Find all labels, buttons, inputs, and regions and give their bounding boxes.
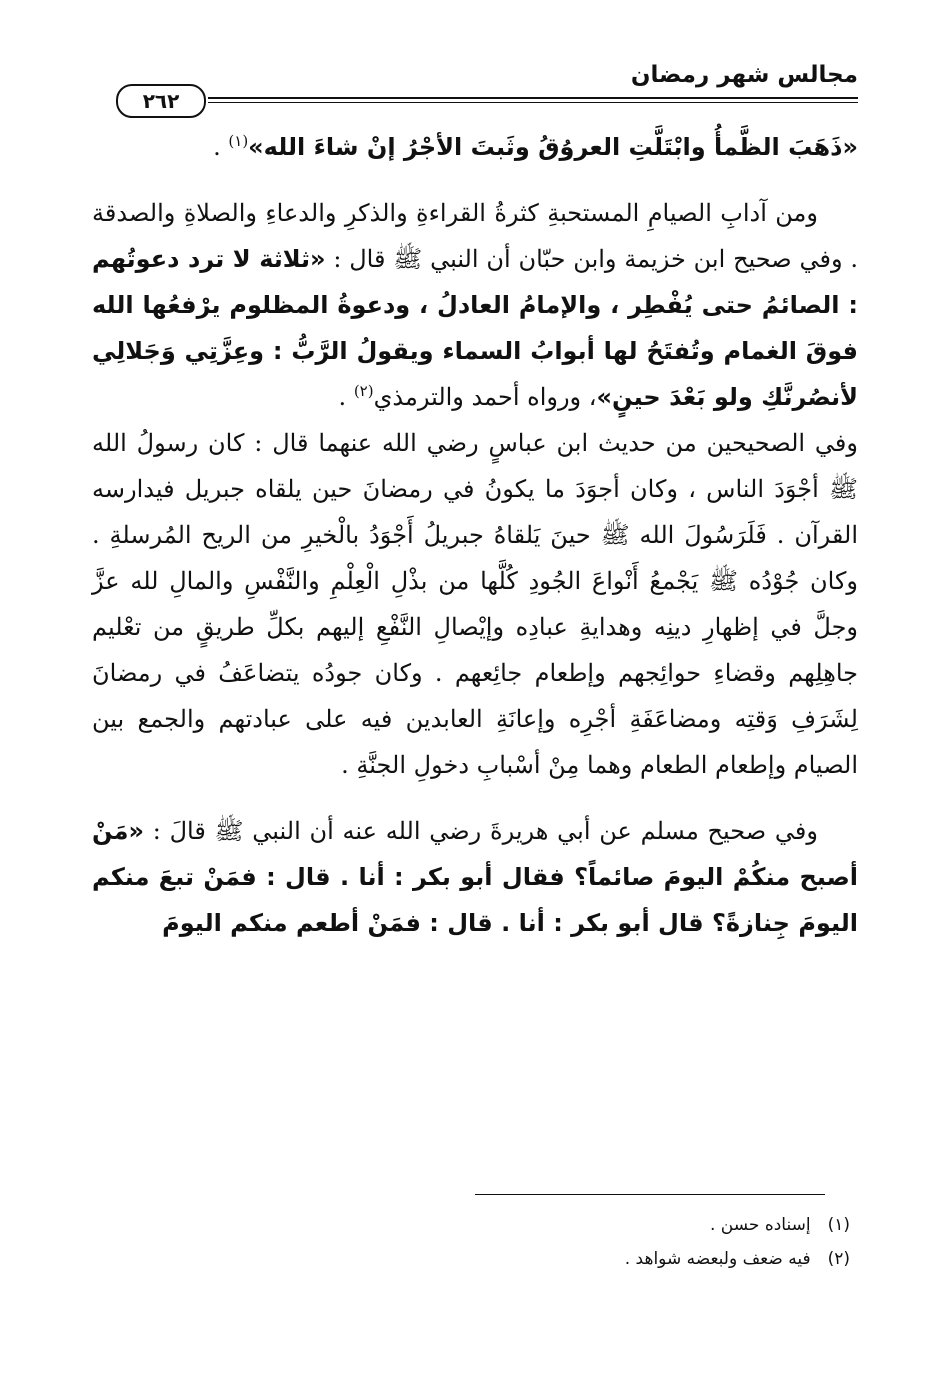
header-rule [208,97,858,103]
footnote-text: إسناده حسن . [710,1215,811,1235]
footnote-text: فيه ضعف ولبعضه شواهد . [624,1249,811,1269]
hadith-quote-1: «ذَهَبَ الظَّمأُ وابْتَلَّتِ العروُقُ وثَبتَ الأجْرُ إنْ شاءَ الله» [248,133,858,161]
footnote-ref-2: (٢) [353,382,374,400]
paragraph-1-tail: . [213,133,229,161]
footnotes [625,1208,850,1276]
paragraph-2-intro: ومن آدابِ الصيامِ المستحبةِ كثرةُ القراءةِ والذكرِ والدعاءِ والصلاةِ والصدقة . وفي صحيح ابن خزيمة وابن حبّان أن النبي ﷺ قال : [92,199,858,273]
footnote-number: (١) [827,1215,850,1235]
running-title: مجالس شهر رمضان [630,62,858,88]
paragraph-2-end: . [338,383,354,411]
footnote-ref-1: (١) [228,132,249,150]
footnote-1 [625,1208,850,1242]
paragraph-3-text: وفي الصحيحين من حديث ابن عباسٍ رضي الله عنهما قال : كان رسولُ الله ﷺ أجْوَدَ الناس ، وكان أجوَدَ ما يكونُ في رمضانَ حين يلقاه جبريل فيدارسه القرآن . فَلَرَسُولَ الله ﷺ حينَ يَلقاهُ جبريلُ أَجْوَدُ بالْخيرِ من الريح المُرسلةِ . وكان جُوْدُه ﷺ يَجْمعُ أَنْواعَ الجُودِ كُلَّها من بذْلِ الْعِلْمِ والنَّفْسِ والمالِ لله عزَّ وجلَّ في إظهارِ دينِه وهدايةِ عبادِه وإيْصالِ النَّفْعِ إليهم بكلِّ طريقٍ من تعْليم جاهِلِهم وقضاءِ حوائِجهم وإطعام جائِعهم . وكان جودُه يتضاعَفُ في رمضانَ لِشَرَفِ وَقتِه ومضاعَفَةِ أجْرِه وإعانَةِ العابدين فيه على عبادتهم والجمع بين الصيام وإطعام الطعام وهما مِنْ أسْبابِ دخولِ الجنَّةِ . [92,429,858,779]
paragraph-4-intro: وفي صحيح مسلم عن أبي هريرةَ رضي الله عنه أن النبي ﷺ قالَ : [143,817,818,845]
footnote-2 [625,1242,850,1276]
main-text [92,124,858,946]
page-number: ٢٦٢ [116,84,206,118]
footnote-rule [475,1194,825,1195]
hadith-quote-2: «ثلاثة لا ترد دعوتُهم : الصائمُ حتى يُفْطِر ، والإمامُ العادلُ ، ودعوةُ المظلوم يرْفعُها الله فوقَ الغمام وتُفتَحُ لها أبوابُ السماء ويقولُ الرَّبُّ : وعِزَّتِي وَجَلالِي لأنصُرنَّكِ ولو بَعْدَ حينٍ» [92,245,858,411]
footnote-number: (٢) [827,1249,850,1269]
paragraph-3 [92,420,858,788]
hadith-quote-3: «مَنْ أصبح منكُمْ اليومَ صائماً؟ فقال أبو بكر : أنا . قال : فمَنْ تبعَ منكم اليومَ جِنازةً؟ قال أبو بكر : أنا . قال : فمَنْ أطعم منكم اليومَ [92,817,858,937]
paragraph-2 [92,190,858,420]
paragraph-2-tail: ، ورواه أحمد والترمذي [373,383,597,411]
paragraph-4 [92,808,858,946]
paragraph-1 [92,124,858,170]
